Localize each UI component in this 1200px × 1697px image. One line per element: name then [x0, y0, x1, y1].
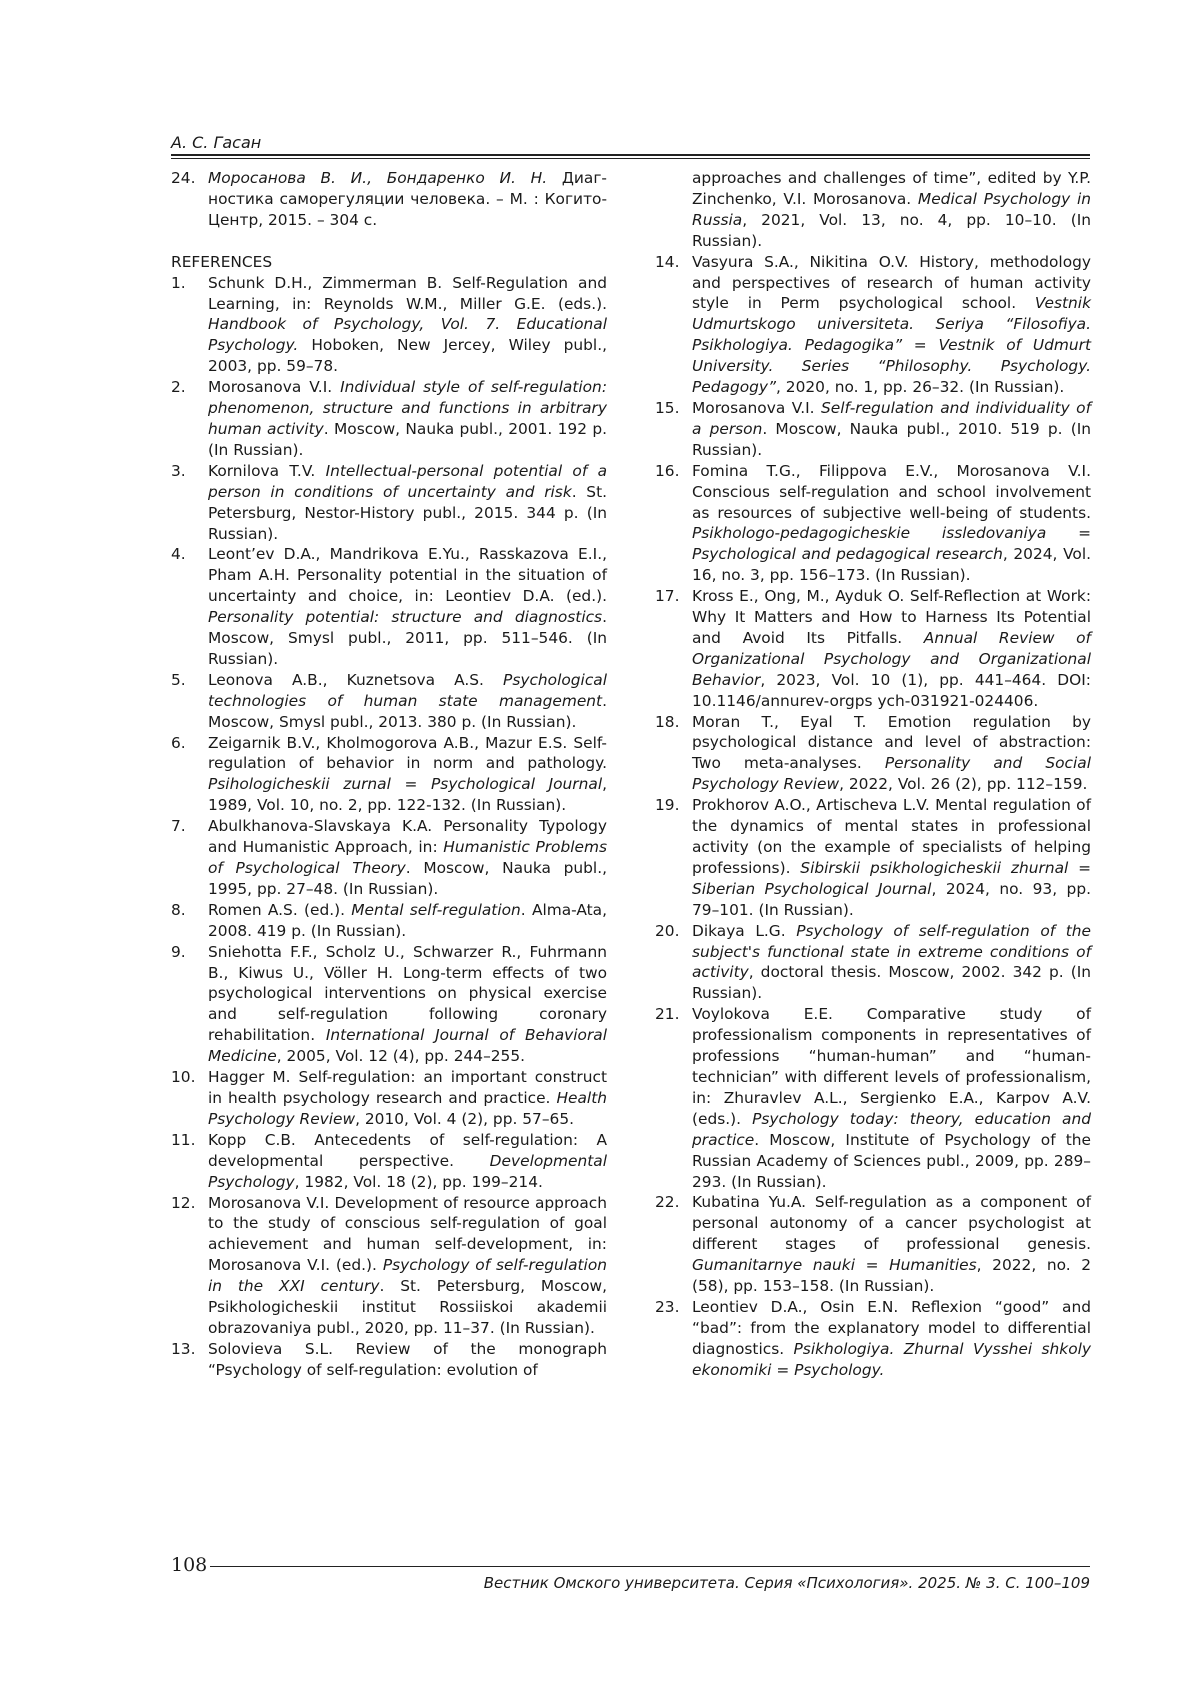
reference-title-italic: Health Psychology Review: [208, 1088, 607, 1128]
reference-item: [171, 273, 607, 378]
reference-text: Fomina T.G., Filippova E.V., Morosanova V.I. Conscious self-regulation and school involvement as resources of subjective well-being of students.: [692, 461, 1091, 522]
page-number: 108: [171, 1554, 208, 1576]
reference-text: , 2023, Vol. 10 (1), pp. 441–464. DOI: 10.1146/annurev-orgps ych-031921-024406.: [692, 670, 1091, 710]
reference-title-italic: Psikhologo-pedagogicheskie issledovaniya = Psychological and pedagogical research: [692, 524, 1091, 564]
reference-item: [655, 1004, 1091, 1192]
reference-item: [655, 712, 1091, 796]
reference-title-italic: Vestnik Udmurtskogo universiteta. Seriya “Filosofiya. Psikhologiya. Pedagogika” = Vestnik of Udmurt University. Series “Philosophy. Psychology. Pedagogy”: [692, 294, 1091, 397]
reference-item: [655, 252, 1091, 398]
reference-item: [655, 795, 1091, 920]
reference-number: 7.: [171, 817, 186, 836]
reference-item: [171, 377, 607, 461]
reference-text: , 2020, no. 1, pp. 26–32. (In Russian).: [776, 378, 1065, 397]
reference-text: , 1982, Vol. 18 (2), pp. 199–214.: [294, 1172, 543, 1191]
reference-title-italic: Gumanitarnye nauki = Humanities: [692, 1256, 977, 1275]
reference-title-italic: Medical Psychology in Russia: [692, 189, 1091, 229]
reference-item: [171, 1193, 607, 1339]
reference-title-italic: Psychology today: theory, education and practice: [692, 1109, 1091, 1149]
reference-text: Диаг-ностика саморегуляции человека. – М. : Когито-Центр, 2015. – 304 с.: [208, 169, 607, 229]
reference-item: [171, 942, 607, 1067]
reference-number: 5.: [171, 670, 186, 689]
journal-citation: Вестник Омского университета. Серия «Психология». 2025. № 3. С. 100–109: [483, 1574, 1090, 1592]
reference-text: Leontiev D.A., Osin E.N. Reflexion “good” and “bad”: from the explanatory model to differential diagnostics.: [692, 1297, 1091, 1358]
reference-number: 14.: [655, 252, 680, 271]
reference-title-italic: Handbook of Psychology, Vol. 7. Educational Psychology.: [208, 315, 607, 355]
reference-number: 11.: [171, 1130, 196, 1149]
reference-text: , 2021, Vol. 13, no. 4, pp. 10–10. (In Russian).: [692, 210, 1091, 250]
reference-text: Schunk D.H., Zimmerman B. Self-Regulation and Learning, in: Reynolds W.M., Miller G.E. (eds.).: [208, 273, 607, 313]
reference-item: [655, 1297, 1091, 1381]
reference-text: . St. Petersburg, Nestor-History publ., 2015. 344 p. (In Russian).: [208, 482, 607, 543]
reference-text: Kornilova T.V.: [208, 461, 326, 480]
reference-text: , 1989, Vol. 10, no. 2, pp. 122-132. (In Russian).: [208, 775, 607, 815]
reference-text: Moran T., Eyal T. Emotion regulation by psychological distance and level of abstraction: Two meta-analyses.: [692, 712, 1091, 773]
reference-number: 13.: [171, 1339, 196, 1358]
reference-text: , 2024, Vol. 16, no. 3, pp. 156–173. (In Russian).: [692, 545, 1091, 585]
reference-text: . Alma-Ata, 2008. 419 p. (In Russian).: [208, 900, 607, 940]
reference-text: Leont’ev D.A., Mandrikova E.Yu., Rasskazova E.I., Pham A.H. Personality potential in the situation of uncertainty and choice, in: Leontiev D.A. (ed.).: [208, 545, 607, 606]
reference-item: [171, 461, 607, 545]
reference-text: Hoboken, New Jercey, Wiley publ., 2003, pp. 59–78.: [208, 336, 607, 376]
reference-number: 20.: [655, 921, 680, 940]
reference-number: 8.: [171, 900, 186, 919]
reference-number: 21.: [655, 1005, 680, 1024]
reference-item: [655, 461, 1091, 586]
reference-text: Morosanova V.I. Development of resource approach to the study of conscious self-regulation of goal achievement and human self-development, in: Morosanova V.I. (ed.).: [208, 1193, 607, 1275]
reference-text: Morosanova V.I.: [692, 398, 822, 417]
reference-number: 10.: [171, 1068, 196, 1087]
reference-text: Sniehotta F.F., Scholz U., Schwarzer R., Fuhrmann B., Kiwus U., Völler H. Long-term effects of two psychological interventions on physical exercise and self-regulation following coronary rehabilitation.: [208, 942, 607, 1045]
reference-text: Kubatina Yu.A. Self-regulation as a component of personal autonomy of a cancer psychologist at different stages of professional genesis.: [692, 1193, 1091, 1254]
reference-text: , doctoral thesis. Moscow, 2002. 342 p. (In Russian).: [692, 963, 1091, 1003]
reference-number: 2.: [171, 378, 186, 397]
reference-number: 16.: [655, 461, 680, 480]
left-column: [171, 168, 607, 1381]
reference-text: approaches and challenges of time”, edited by Y.P. Zinchenko, V.I. Morosanova.: [692, 169, 1091, 208]
reference-item: [655, 586, 1091, 711]
reference-item: [655, 921, 1091, 1005]
reference-text: . Moscow, Institute of Psychology of the Russian Academy of Sciences publ., 2009, pp. 289–293. (In Russian).: [692, 1130, 1091, 1191]
reference-number: 22.: [655, 1193, 680, 1212]
reference-title-italic: Developmental Psychology: [208, 1151, 607, 1191]
reference-title-italic: Psychology of self-regulation in the XXI century: [208, 1256, 607, 1296]
reference-title-italic: Psihologicheskii zurnal = Psychological Journal: [208, 775, 603, 794]
reference-text: , 2022, Vol. 26 (2), pp. 112–159.: [839, 775, 1088, 794]
footer-rule: [210, 1566, 1090, 1567]
reference-item: [655, 398, 1091, 461]
reference-text: Hagger M. Self-regulation: an important construct in health psychology research and practice.: [208, 1068, 607, 1107]
reference-number: 12.: [171, 1193, 196, 1212]
reference-continuation: [655, 168, 1091, 252]
reference-title-italic: Self-regulation and individuality of a person: [692, 398, 1091, 438]
reference-number: 17.: [655, 587, 680, 606]
reference-item: [171, 733, 607, 817]
reference-number: 19.: [655, 796, 680, 815]
reference-text: , 2022, no. 2 (58), pp. 153–158. (In Russian).: [692, 1256, 1092, 1296]
reference-item: [171, 168, 607, 231]
reference-number: 23.: [655, 1297, 680, 1316]
reference-number: 1.: [171, 273, 186, 292]
reference-number: 9.: [171, 942, 186, 961]
reference-item: [171, 544, 607, 669]
reference-text: Voylokova E.E. Comparative study of professionalism components in representatives of professions “human-human” and “human-technician” with different levels of professionalism, in: Zhuravlev A.L., Sergienko E.A., Karpov A.V. (eds.).: [692, 1005, 1091, 1128]
reference-text: . Moscow, Nauka publ., 1995, pp. 27–48. (In Russian).: [208, 859, 607, 898]
reference-number: 3.: [171, 461, 186, 480]
reference-item: [171, 900, 607, 942]
reference-text: Leonova A.B., Kuznetsova A.S.: [208, 670, 504, 689]
reference-text: Kopp C.B. Antecedents of self-regulation: A developmental perspective.: [208, 1130, 607, 1170]
reference-item: [171, 1067, 607, 1130]
reference-number: 15.: [655, 398, 680, 417]
reference-title-italic: Intellectual-personal potential of a person in conditions of uncertainty and risk: [208, 461, 608, 501]
reference-title-italic: Individual style of self-regulation: phenomenon, structure and functions in arbitrary human activity: [208, 378, 607, 438]
reference-title-italic: Humanistic Problems of Psychological Theory: [208, 838, 607, 877]
reference-item: [655, 1192, 1091, 1297]
right-column: [655, 168, 1091, 1381]
reference-text: . Moscow, Nauka publ., 2001. 192 p. (In Russian).: [208, 419, 607, 459]
reference-title-italic: Sibirskii psikhologicheskii zhurnal = Siberian Psychological Journal: [692, 858, 1092, 898]
reference-title-italic: Моросанова В. И., Бондаренко И. Н.: [208, 169, 548, 187]
reference-title-italic: Personality and Social Psychology Review: [692, 754, 1091, 794]
reference-text: Romen A.S. (ed.).: [208, 900, 352, 919]
reference-text: Solovieva S.L. Review of the monograph “Psychology of self-regulation: evolution of: [208, 1339, 607, 1379]
reference-title-italic: Personality potential: structure and diagnostics: [208, 608, 603, 627]
reference-text: Vasyura S.A., Nikitina O.V. History, methodology and perspectives of research of human activity style in Perm psychological school.: [692, 252, 1091, 313]
reference-title-italic: Annual Review of Organizational Psychology and Organizational Behavior: [692, 628, 1091, 689]
reference-title-italic: International Journal of Behavioral Medicine: [208, 1026, 607, 1066]
reference-title-italic: Psikhologiya. Zhurnal Vysshei shkoly ekonomiki = Psychology.: [692, 1339, 1091, 1379]
reference-text: . Moscow, Smysl publ., 2011, pp. 511–546. (In Russian).: [208, 608, 607, 668]
reference-item: [171, 816, 607, 900]
reference-number: 4.: [171, 545, 186, 564]
reference-number: 18.: [655, 712, 680, 731]
reference-title-italic: Psychology of self-regulation of the subject's functional state in extreme conditions of activity: [692, 921, 1091, 982]
header-rule-thin: [171, 158, 1090, 159]
references-heading: REFERENCES: [171, 252, 273, 271]
reference-text: Kross E., Ong, M., Ayduk O. Self-Reflection at Work: Why It Matters and How to Harness Its Potential and Avoid Its Pitfalls.: [692, 587, 1091, 647]
reference-text: Morosanova V.I.: [208, 378, 341, 397]
reference-text: Zeigarnik B.V., Kholmogorova A.B., Mazur E.S. Self-regulation of behavior in norm and pathology.: [208, 733, 607, 773]
reference-text: , 2005, Vol. 12 (4), pp. 244–255.: [276, 1047, 526, 1066]
reference-number: 6.: [171, 733, 186, 752]
reference-text: Abulkhanova-Slavskaya K.A. Personality Typology and Humanistic Approach, in:: [208, 817, 607, 857]
running-header-author: А. С. Гасан: [171, 133, 262, 152]
reference-text: , 2010, Vol. 4 (2), pp. 57–65.: [355, 1109, 575, 1128]
reference-item: [171, 1339, 607, 1381]
reference-title-italic: Psychological technologies of human state management: [208, 670, 607, 710]
reference-text: Prokhorov A.O., Artischeva L.V. Mental regulation of the dynamics of mental states in professional activity (on the example of specialists of helping professions).: [692, 796, 1091, 877]
reference-title-italic: Mental self-regulation: [351, 900, 521, 919]
reference-text: . Moscow, Nauka publ., 2010. 519 p. (In Russian).: [692, 419, 1091, 459]
reference-text: . St. Petersburg, Moscow, Psikhologicheskii institut Rossiiskoi akademii obrazovaniya publ., 2020, pp. 11–37. (In Russian).: [208, 1277, 607, 1337]
reference-number: 24.: [171, 169, 196, 187]
reference-item: [171, 670, 607, 733]
reference-text: . Moscow, Smysl publ., 2013. 380 p. (In Russian).: [208, 691, 607, 731]
reference-item: [171, 1130, 607, 1193]
header-rule: [171, 154, 1090, 156]
reference-text: Dikaya L.G.: [692, 921, 797, 940]
reference-text: , 2024, no. 93, pp. 79–101. (In Russian).: [692, 879, 1091, 919]
